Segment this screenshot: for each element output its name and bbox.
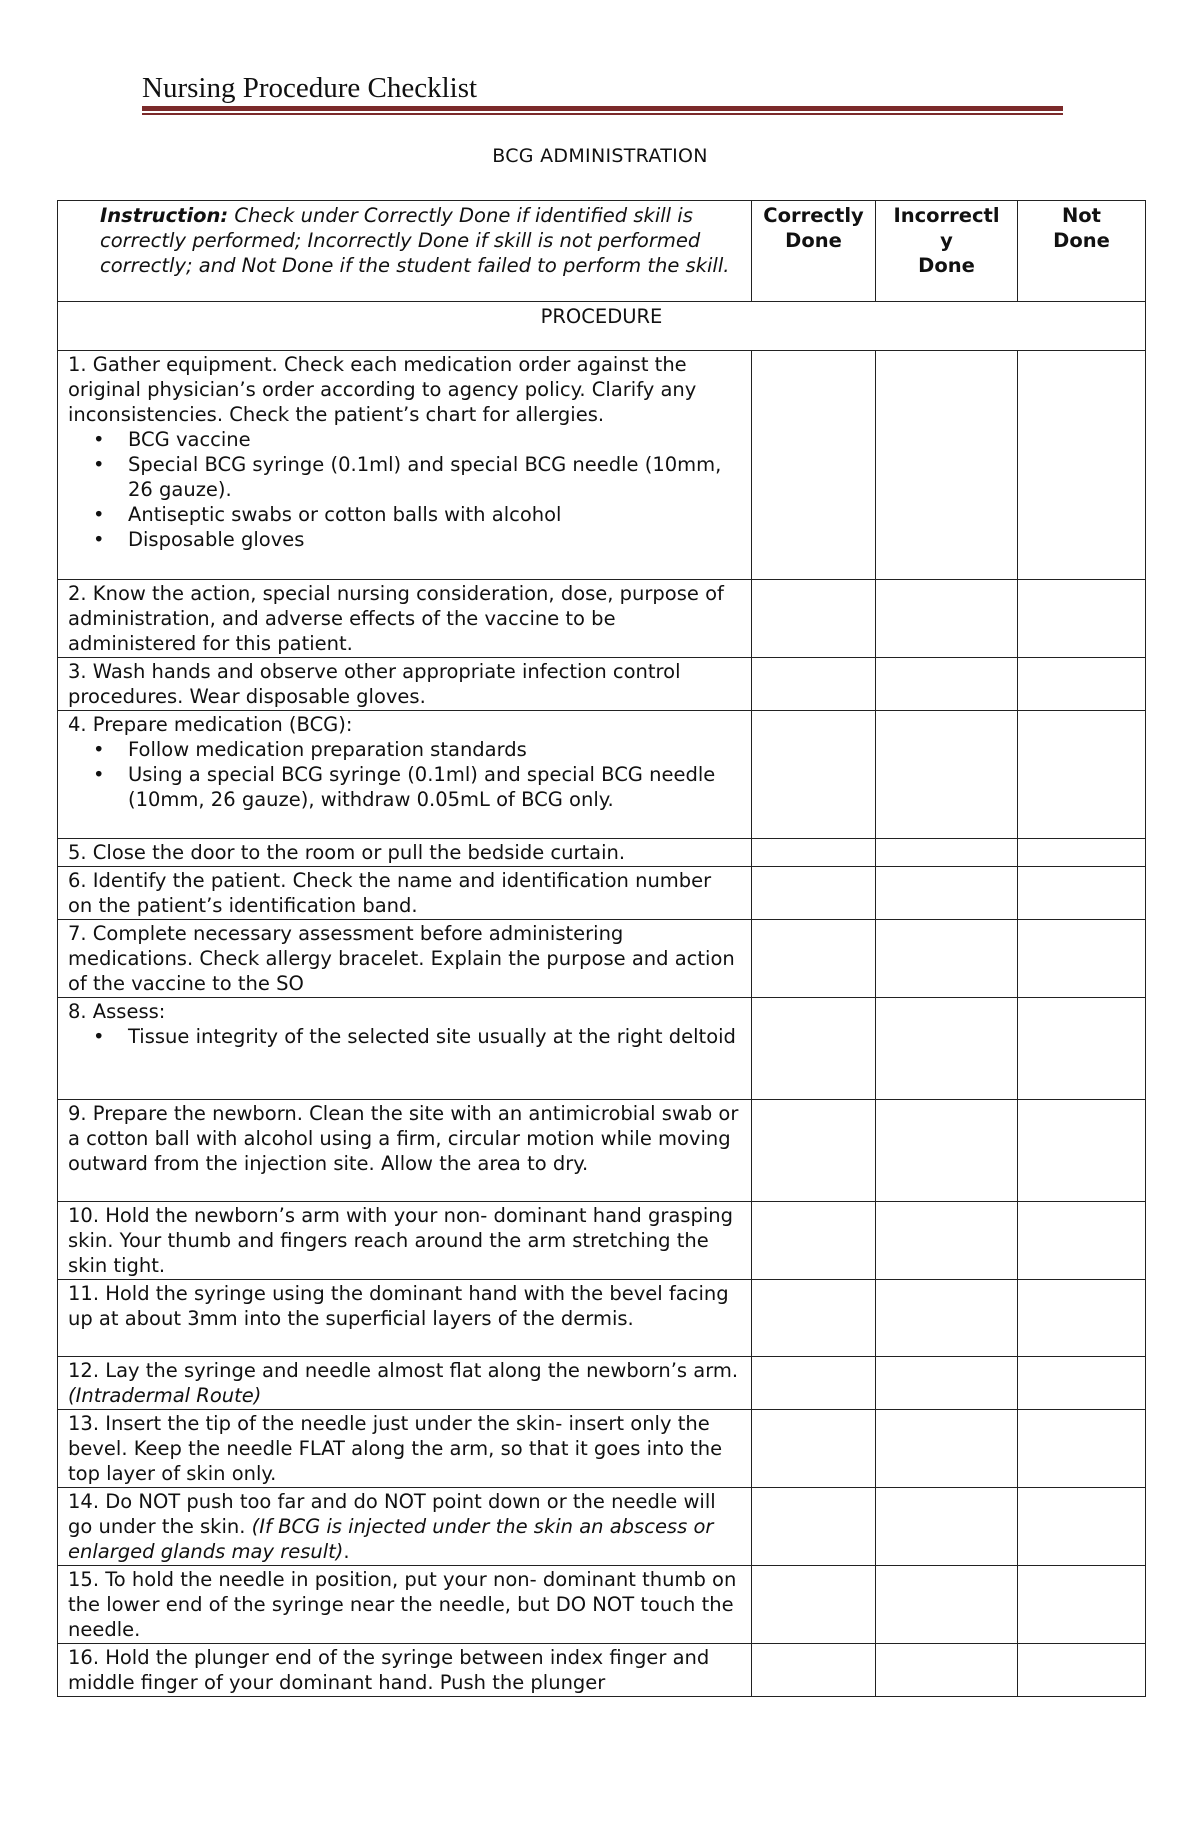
check-not-done-2[interactable] [1018,580,1146,658]
step-row-6 [58,867,1146,920]
step-2: 2. Know the action, special nursing consideration, dose, purpose of administration, and adverse effects of the vaccine to be administered for this patient. [58,580,752,658]
check-incorrectly-done-9[interactable] [876,1100,1018,1202]
check-correctly-done-15[interactable] [752,1566,876,1644]
step-row-5 [58,839,1146,867]
step-12-route-note: (Intradermal Route) [68,1384,262,1407]
check-incorrectly-done-16[interactable] [876,1644,1018,1697]
step-4-text: 4. Prepare medication (BCG): [68,713,353,736]
step-row-13 [58,1410,1146,1488]
check-incorrectly-done-14[interactable] [876,1488,1018,1566]
check-incorrectly-done-5[interactable] [876,839,1018,867]
check-correctly-done-9[interactable] [752,1100,876,1202]
list-item: • Tissue integrity of the selected site usually at the right deltoid [128,1024,739,1049]
step-5: 5. Close the door to the room or pull the bedside curtain. [58,839,752,867]
list-item: • Special BCG syringe (0.1ml) and special BCG needle (10mm, 26 gauze). [128,452,739,502]
check-not-done-9[interactable] [1018,1100,1146,1202]
check-incorrectly-done-8[interactable] [876,998,1018,1100]
header-rule-thin [142,113,1063,115]
procedure-header-row [58,302,1146,351]
step-row-8 [58,998,1146,1100]
step-row-3 [58,658,1146,711]
step-4 [58,711,752,839]
instruction-text: Check under Correctly Done if identified skill is correctly performed; Incorrectly Done if skill is not performed correctly; and Not Done if the student failed to perform the skill. [100,204,730,277]
column-not-done-line1: Not [1061,204,1102,227]
column-incorrectly-done-line2: y [940,229,953,252]
step-row-12 [58,1357,1146,1410]
list-item: • BCG vaccine [128,427,739,452]
check-not-done-8[interactable] [1018,998,1146,1100]
step-row-1 [58,351,1146,580]
step-row-2 [58,580,1146,658]
check-not-done-11[interactable] [1018,1280,1146,1357]
column-correctly-done-line1: Correctly [763,204,864,227]
step-14-tail: . [343,1540,350,1563]
check-correctly-done-12[interactable] [752,1357,876,1410]
step-7: 7. Complete necessary assessment before administering medications. Check allergy bracelet. Explain the purpose and action of the vaccine to the SO [58,920,752,998]
step-8-bullets [68,1024,739,1049]
column-correctly-done [752,201,876,302]
procedure-label: PROCEDURE [58,302,1146,351]
step-row-9 [58,1100,1146,1202]
check-incorrectly-done-15[interactable] [876,1566,1018,1644]
check-correctly-done-2[interactable] [752,580,876,658]
checklist-table [57,200,1146,1697]
check-correctly-done-5[interactable] [752,839,876,867]
column-incorrectly-done [876,201,1018,302]
step-row-10 [58,1202,1146,1280]
step-1-bullets [68,427,739,552]
step-16: 16. Hold the plunger end of the syringe between index finger and middle finger of your dominant hand. Push the plunger [58,1644,752,1697]
check-correctly-done-11[interactable] [752,1280,876,1357]
list-item: • Antiseptic swabs or cotton balls with alcohol [128,502,739,527]
column-incorrectly-done-line1: Incorrectl [893,204,1000,227]
step-14 [58,1488,752,1566]
check-not-done-1[interactable] [1018,351,1146,580]
check-incorrectly-done-1[interactable] [876,351,1018,580]
check-correctly-done-3[interactable] [752,658,876,711]
check-not-done-6[interactable] [1018,867,1146,920]
check-incorrectly-done-12[interactable] [876,1357,1018,1410]
step-row-15 [58,1566,1146,1644]
step-14-warning-note: (If BCG is injected under the skin an abscess or enlarged glands may result) [68,1515,714,1563]
step-4-bullets [68,737,739,812]
check-not-done-12[interactable] [1018,1357,1146,1410]
check-correctly-done-16[interactable] [752,1644,876,1697]
check-incorrectly-done-10[interactable] [876,1202,1018,1280]
check-incorrectly-done-7[interactable] [876,920,1018,998]
step-12-text: 12. Lay the syringe and needle almost flat along the newborn’s arm. [68,1359,739,1382]
step-8 [58,998,752,1100]
step-9: 9. Prepare the newborn. Clean the site with an antimicrobial swab or a cotton ball with alcohol using a firm, circular motion while moving outward from the injection site. Allow the area to dry. [58,1100,752,1202]
instruction-row [58,201,1146,302]
page-header-title: Nursing Procedure Checklist [142,72,478,104]
step-11: 11. Hold the syringe using the dominant hand with the bevel facing up at about 3mm into the superficial layers of the dermis. [58,1280,752,1357]
check-not-done-16[interactable] [1018,1644,1146,1697]
list-item: • Follow medication preparation standards [128,737,739,762]
document-title: BCG ADMINISTRATION [492,145,708,167]
check-correctly-done-1[interactable] [752,351,876,580]
check-not-done-7[interactable] [1018,920,1146,998]
check-incorrectly-done-2[interactable] [876,580,1018,658]
check-correctly-done-7[interactable] [752,920,876,998]
check-correctly-done-4[interactable] [752,711,876,839]
check-incorrectly-done-11[interactable] [876,1280,1018,1357]
step-row-4 [58,711,1146,839]
step-1 [58,351,752,580]
check-not-done-14[interactable] [1018,1488,1146,1566]
check-correctly-done-8[interactable] [752,998,876,1100]
column-correctly-done-line2: Done [785,229,842,252]
check-not-done-5[interactable] [1018,839,1146,867]
check-incorrectly-done-6[interactable] [876,867,1018,920]
list-item: • Using a special BCG syringe (0.1ml) and special BCG needle (10mm, 26 gauze), withdraw 0.05mL of BCG only. [128,762,739,812]
check-correctly-done-13[interactable] [752,1410,876,1488]
list-item: • Disposable gloves [128,527,739,552]
step-12 [58,1357,752,1410]
check-not-done-3[interactable] [1018,658,1146,711]
step-row-14 [58,1488,1146,1566]
step-row-11 [58,1280,1146,1357]
step-6: 6. Identify the patient. Check the name and identification number on the patient’s identification band. [58,867,752,920]
step-8-text: 8. Assess: [68,1000,166,1023]
check-correctly-done-10[interactable] [752,1202,876,1280]
check-not-done-4[interactable] [1018,711,1146,839]
step-row-16 [58,1644,1146,1697]
check-incorrectly-done-13[interactable] [876,1410,1018,1488]
check-not-done-15[interactable] [1018,1566,1146,1644]
header-rule-thick [142,106,1063,111]
check-not-done-10[interactable] [1018,1202,1146,1280]
step-1-text: 1. Gather equipment. Check each medication order against the original physician’s order according to agency policy. Clarify any inconsistencies. Check the patient’s chart for allergies. [68,353,697,426]
check-correctly-done-6[interactable] [752,867,876,920]
step-15: 15. To hold the needle in position, put your non- dominant thumb on the lower end of the syringe near the needle, but DO NOT touch the needle. [58,1566,752,1644]
check-not-done-13[interactable] [1018,1410,1146,1488]
column-incorrectly-done-line3: Done [918,254,975,277]
instruction-label: Instruction: [100,204,229,227]
step-row-7 [58,920,1146,998]
step-3: 3. Wash hands and observe other appropriate infection control procedures. Wear disposable gloves. [58,658,752,711]
column-not-done-line2: Done [1053,229,1110,252]
check-incorrectly-done-3[interactable] [876,658,1018,711]
check-correctly-done-14[interactable] [752,1488,876,1566]
instruction-cell [58,201,752,302]
step-13: 13. Insert the tip of the needle just under the skin- insert only the bevel. Keep the needle FLAT along the arm, so that it goes into the top layer of skin only. [58,1410,752,1488]
step-14-text: 14. Do NOT push too far and do NOT point down or the needle will go under the skin. [68,1490,716,1538]
step-10: 10. Hold the newborn’s arm with your non- dominant hand grasping skin. Your thumb and fingers reach around the arm stretching the skin tight. [58,1202,752,1280]
check-incorrectly-done-4[interactable] [876,711,1018,839]
column-not-done [1018,201,1146,302]
